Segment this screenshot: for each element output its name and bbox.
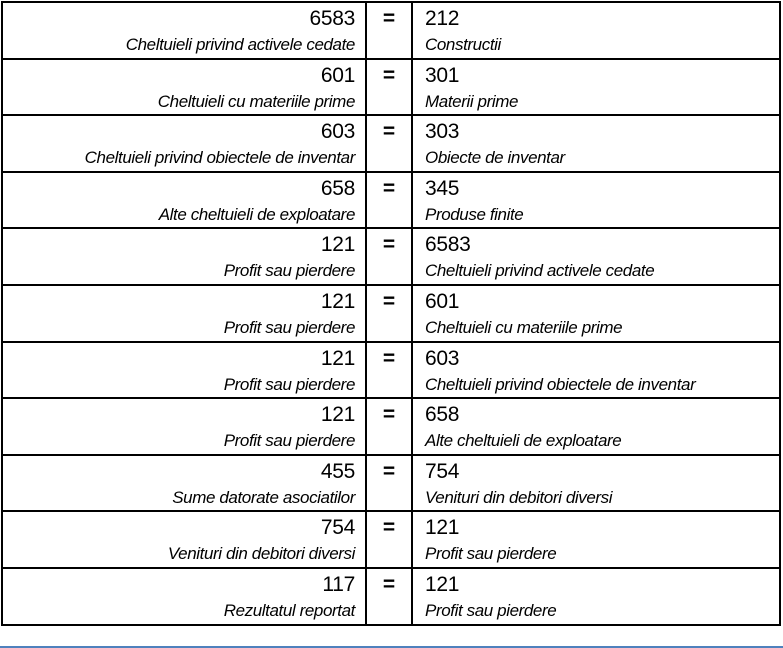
- debit-cell: [2, 172, 366, 229]
- equals-sign: =: [382, 516, 396, 540]
- debit-cell: [2, 398, 366, 455]
- debit-account-name: Cheltuieli privind activele cedate: [125, 35, 355, 54]
- accounting-entries-table: [1, 1, 781, 626]
- debit-account-code: 658: [320, 176, 355, 200]
- entries-body: [2, 2, 780, 625]
- credit-account-code: 754: [425, 459, 460, 483]
- credit-account-code: 603: [425, 346, 460, 370]
- equals-cell: [366, 59, 412, 116]
- equals-sign: =: [382, 346, 396, 370]
- debit-cell: [2, 455, 366, 512]
- credit-account-code: 345: [425, 176, 460, 200]
- table-row: [2, 59, 780, 116]
- equals-sign: =: [382, 233, 396, 257]
- table-row: [2, 511, 780, 568]
- equals-cell: [366, 455, 412, 512]
- debit-account-name: Alte cheltuieli de exploatare: [158, 204, 355, 224]
- equals-cell: [366, 172, 412, 229]
- debit-account-name: Profit sau pierdere: [223, 374, 355, 394]
- credit-account-name: Produse finite: [425, 204, 524, 224]
- debit-cell: [2, 511, 366, 568]
- debit-cell: [2, 342, 366, 399]
- credit-account-code: 121: [425, 516, 460, 540]
- equals-sign: =: [382, 63, 396, 87]
- equals-sign: =: [382, 572, 396, 596]
- equals-cell: [366, 342, 412, 399]
- credit-cell: [412, 2, 780, 59]
- table-row: [2, 2, 780, 59]
- debit-cell: [2, 228, 366, 285]
- equals-sign: =: [382, 176, 396, 200]
- equals-sign: =: [382, 7, 396, 30]
- equals-sign: =: [382, 403, 396, 427]
- credit-account-code: 6583: [425, 233, 471, 257]
- credit-account-code: 601: [425, 289, 460, 313]
- table-row: [2, 342, 780, 399]
- debit-account-name: Rezultatul reportat: [223, 600, 355, 620]
- credit-cell: [412, 568, 780, 625]
- credit-account-name: Cheltuieli privind activele cedate: [425, 261, 655, 281]
- debit-cell: [2, 115, 366, 172]
- debit-account-code: 121: [320, 346, 355, 370]
- equals-cell: [366, 568, 412, 625]
- credit-cell: [412, 511, 780, 568]
- credit-account-name: Profit sau pierdere: [425, 544, 557, 564]
- credit-account-code: 658: [425, 403, 460, 427]
- debit-account-code: 601: [320, 63, 355, 87]
- credit-cell: [412, 455, 780, 512]
- debit-account-code: 6583: [309, 7, 355, 30]
- debit-account-code: 455: [320, 459, 355, 483]
- table-row: [2, 172, 780, 229]
- equals-sign: =: [382, 289, 396, 313]
- credit-cell: [412, 115, 780, 172]
- credit-account-code: 301: [425, 63, 460, 87]
- debit-account-code: 121: [320, 233, 355, 257]
- debit-account-name: Cheltuieli cu materiile prime: [157, 91, 355, 111]
- equals-cell: [366, 228, 412, 285]
- table-row: [2, 398, 780, 455]
- equals-cell: [366, 285, 412, 342]
- table-row: [2, 228, 780, 285]
- equals-cell: [366, 115, 412, 172]
- equals-sign: =: [382, 120, 396, 144]
- credit-account-code: 303: [425, 120, 460, 144]
- equals-cell: [366, 2, 412, 59]
- equals-sign: =: [382, 459, 396, 483]
- credit-account-name: Constructii: [425, 35, 501, 54]
- debit-account-code: 603: [320, 120, 355, 144]
- debit-cell: [2, 568, 366, 625]
- debit-account-code: 117: [322, 572, 355, 596]
- credit-cell: [412, 342, 780, 399]
- debit-account-code: 754: [320, 516, 355, 540]
- debit-cell: [2, 59, 366, 116]
- credit-account-name: Cheltuieli cu materiile prime: [425, 317, 623, 337]
- debit-account-name: Cheltuieli privind obiectele de inventar: [84, 148, 355, 168]
- debit-account-name: Profit sau pierdere: [223, 261, 355, 281]
- credit-account-name: Cheltuieli privind obiectele de inventar: [425, 374, 696, 394]
- credit-account-name: Materii prime: [425, 91, 519, 111]
- debit-cell: [2, 2, 366, 59]
- credit-account-name: Obiecte de inventar: [425, 148, 565, 168]
- debit-account-code: 121: [320, 289, 355, 313]
- debit-account-name: Profit sau pierdere: [223, 431, 355, 451]
- table-row: [2, 455, 780, 512]
- credit-account-name: Profit sau pierdere: [425, 600, 557, 620]
- equals-cell: [366, 398, 412, 455]
- debit-account-code: 121: [320, 403, 355, 427]
- credit-cell: [412, 228, 780, 285]
- credit-cell: [412, 398, 780, 455]
- credit-account-name: Alte cheltuieli de exploatare: [425, 431, 622, 451]
- credit-account-code: 121: [425, 572, 460, 596]
- credit-account-name: Venituri din debitori diversi: [425, 487, 613, 507]
- credit-account-code: 212: [425, 7, 460, 30]
- table-row: [2, 285, 780, 342]
- debit-account-name: Profit sau pierdere: [223, 317, 355, 337]
- credit-cell: [412, 172, 780, 229]
- table-row: [2, 568, 780, 625]
- credit-cell: [412, 59, 780, 116]
- debit-account-name: Sume datorate asociatilor: [172, 487, 355, 507]
- table-row: [2, 115, 780, 172]
- credit-cell: [412, 285, 780, 342]
- debit-account-name: Venituri din debitori diversi: [167, 544, 355, 564]
- debit-cell: [2, 285, 366, 342]
- equals-cell: [366, 511, 412, 568]
